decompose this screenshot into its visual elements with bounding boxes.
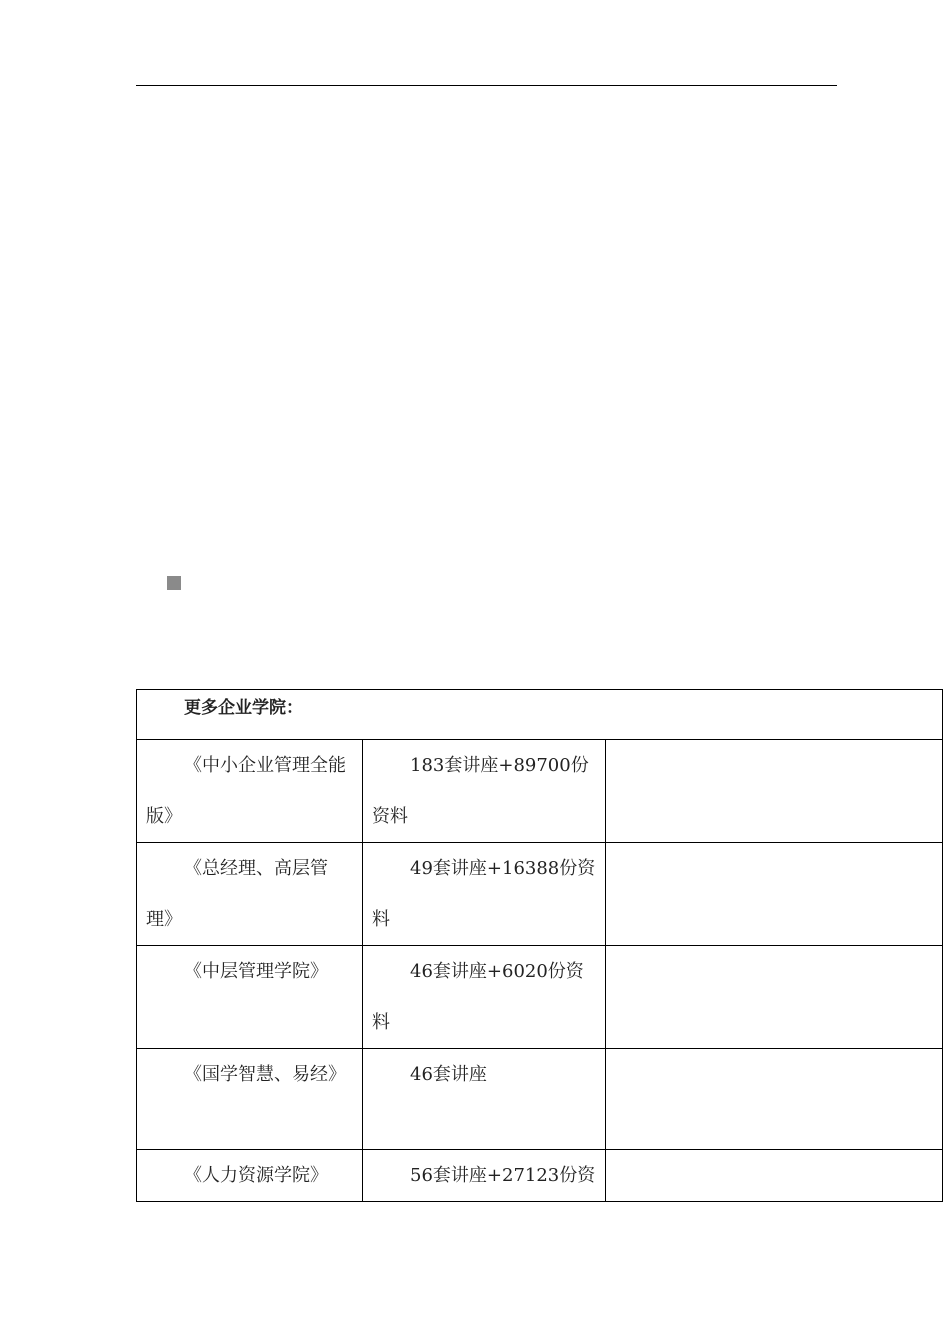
course-note-cell xyxy=(606,1049,943,1150)
course-title-cell xyxy=(137,1049,363,1150)
section-heading: 更多企业学院： xyxy=(184,698,303,718)
course-content: 46套讲座+6020份资料 xyxy=(372,961,584,1033)
table-header-row xyxy=(137,690,943,740)
course-content: 183套讲座+89700份资料 xyxy=(372,755,589,827)
course-content-cell xyxy=(363,1049,606,1150)
course-note-cell xyxy=(606,843,943,946)
course-content: 56套讲座+27123份资 xyxy=(410,1165,596,1186)
table-row xyxy=(137,946,943,1049)
table-row xyxy=(137,740,943,843)
course-title-cell xyxy=(137,946,363,1049)
course-content-cell xyxy=(363,740,606,843)
course-content-cell xyxy=(363,946,606,1049)
course-title: 《中小企业管理全能版》 xyxy=(146,755,346,827)
course-note-cell xyxy=(606,740,943,843)
course-note-cell xyxy=(606,1150,943,1202)
course-title: 《人力资源学院》 xyxy=(184,1165,328,1186)
course-title-cell xyxy=(137,740,363,843)
course-content-cell xyxy=(363,843,606,946)
course-title-cell xyxy=(137,1150,363,1202)
header-rule xyxy=(136,85,837,86)
course-content: 46套讲座 xyxy=(410,1064,487,1085)
course-content: 49套讲座+16388份资料 xyxy=(372,858,596,930)
course-content-cell xyxy=(363,1150,606,1202)
table-row xyxy=(137,1049,943,1150)
course-title: 《总经理、高层管理》 xyxy=(146,858,328,930)
bullet-square-icon xyxy=(167,576,181,590)
course-title: 《国学智慧、易经》 xyxy=(184,1064,346,1085)
course-title: 《中层管理学院》 xyxy=(184,961,328,982)
table-heading-cell xyxy=(137,690,943,740)
academy-table xyxy=(136,689,943,1202)
course-title-cell xyxy=(137,843,363,946)
table-row xyxy=(137,843,943,946)
table-row xyxy=(137,1150,943,1202)
course-note-cell xyxy=(606,946,943,1049)
